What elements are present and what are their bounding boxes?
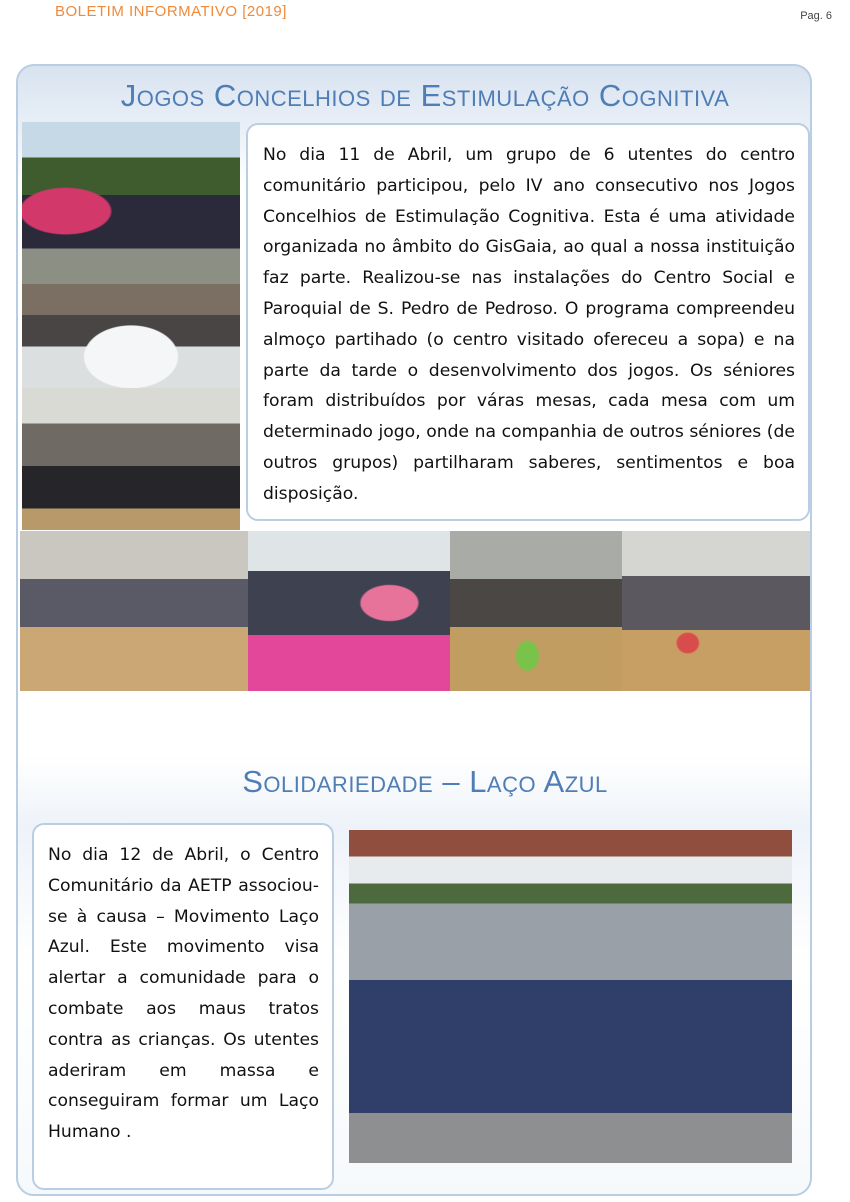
cognitive-games-text-box — [246, 123, 810, 521]
photo-pink-table — [248, 531, 450, 691]
section-title-cognitive-games: Jogos Concelhios de Estimulação Cognitiva — [120, 78, 730, 113]
page-number: Pag. 6 — [800, 10, 832, 22]
blue-ribbon-paragraph: No dia 12 de Abril, o Centro Comunitário da AETP associou-se à causa – Movimento Laço Azul. Este movimento visa alertar a comunidade para o combate aos maus tratos contra as crianças. Os utentes aderiram em massa e conseguiram formar um Laço Humano . — [48, 845, 319, 1143]
photo-human-ribbon — [349, 830, 792, 1163]
photo-hall-tables — [22, 388, 240, 530]
photo-card-game — [20, 531, 248, 691]
cognitive-games-paragraph: No dia 11 de Abril, um grupo de 6 utentes do centro comunitário participou, pelo IV ano consecutivo nos Jogos Concelhios de Estimulação Cognitiva. Esta é uma atividade organizada no âmbito do GisGaia, ao qual a nossa instituição faz parte. Realizou-se nas instalações do Centro Social e Paroquial de S. Pedro de Pedroso. O programa compreendeu almoço partihado (o centro visitado ofereceu a sopa) e na parte da tarde o desenvolvimento dos jogos. Os séniores foram distribuídos por váras mesas, cada mesa com um determinado jogo, onde na companhia de outros séniores (de outros grupos) partilharam saberes, sentimentos e boa disposição. — [263, 145, 795, 504]
photo-table-game — [622, 531, 810, 691]
photo-board-game — [450, 531, 622, 691]
blue-ribbon-text-box — [32, 823, 334, 1190]
photo-seniors-table — [22, 284, 240, 388]
section-title-blue-ribbon: Solidariedade – Laço Azul — [242, 764, 608, 799]
header-title: BOLETIM INFORMATIVO [2019] — [55, 3, 287, 20]
photo-group-garden — [22, 122, 240, 284]
